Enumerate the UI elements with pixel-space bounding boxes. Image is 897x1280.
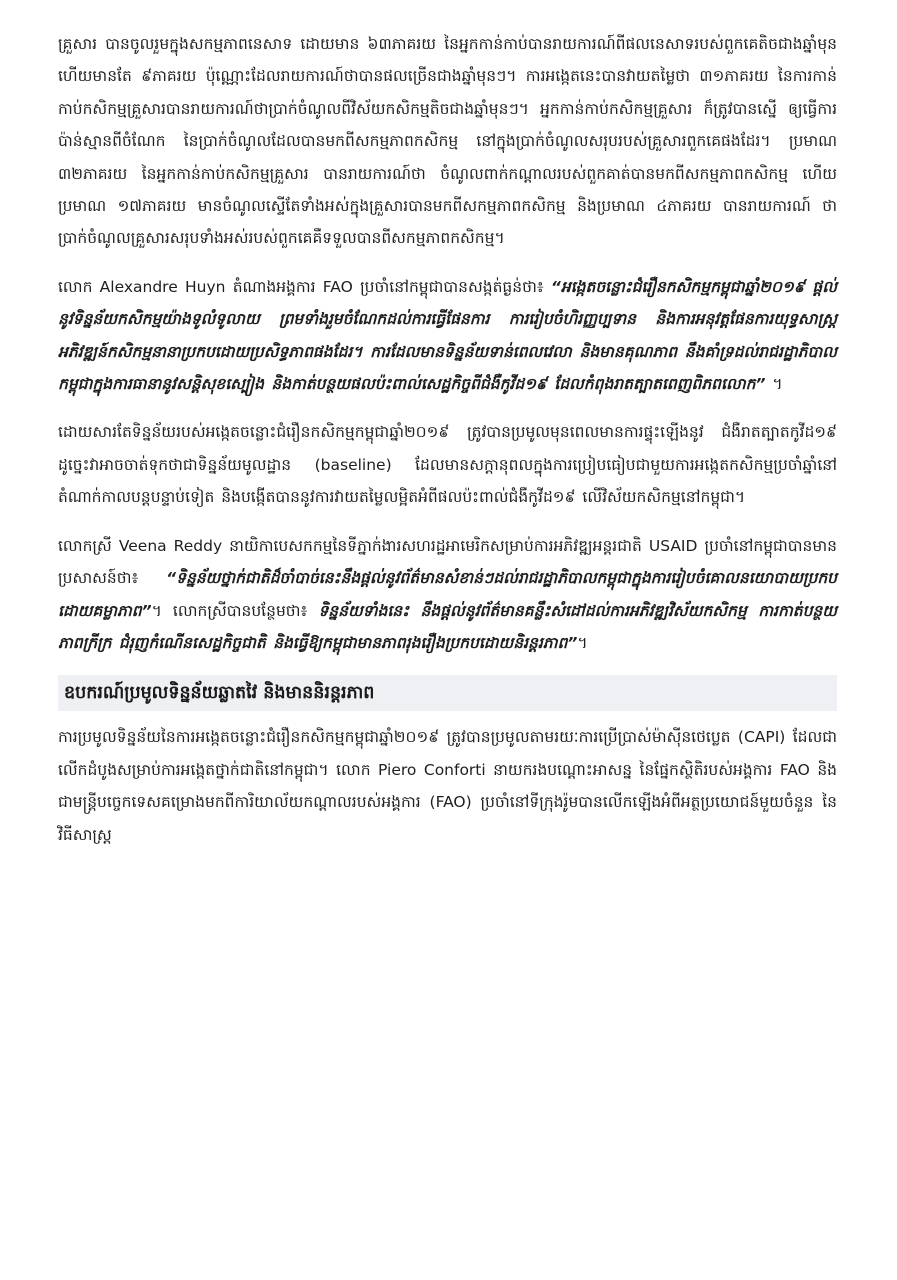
paragraph-household-fishing: គ្រួសារ បានចូលរួមក្នុងសកម្មភាពនេសាទ ដោយមាន ៦៣ភាគរយ នៃអ្នកកាន់កាប់បានរាយការណ៍ពីផលនេសាទរបស់ពួកគេតិចជាងឆ្នាំមុន ហើយមានតែ ៩ភាគរយ ប៉ុណ្ណោះដែលរាយការណ៍ថាបានផលច្រើនជាងឆ្នាំមុនៗ។ ការអង្កេតនេះបានវាយតម្លៃថា ៣១ភាគរយ នៃការកាន់កាប់កសិកម្មគ្រួសារបានរាយការណ៍ថាប្រាក់ចំណូលពីវិស័យកសិកម្មតិចជាងឆ្នាំមុនៗ។ អ្នកកាន់កាប់កសិកម្មគ្រួសារ ក៏ត្រូវបានស្នើ ឲ្យធ្វើការប៉ាន់ស្មានពីចំណែក នៃប្រាក់ចំណូលដែលបានមកពីសកម្មភាពកសិកម្ម នៅក្នុងប្រាក់ចំណូលសរុបរបស់គ្រួសារពួកគេផងដែរ។ ប្រមាណ ៣២ភាគរយ នៃអ្នកកាន់កាប់កសិកម្មគ្រួសារ បានរាយការណ៍ថា ចំណូលពាក់កណ្ដាលរបស់ពួកគាត់បានមកពីសកម្មភាពកសិកម្ម ហើយប្រមាណ ១៧ភាគរយ មានចំណូលស្ទើតែទាំងអស់ក្នុងគ្រួសារបានមកពីសកម្មភាពកសិកម្ម និងប្រមាណ ៤ភាគរយ បានរាយការណ៍ ថាប្រាក់ចំណូលគ្រួសារសរុបទាំងអស់របស់ពួកគេគឺទទួលបានពីសកម្មភាពកសិកម្ម។ [58, 35, 837, 248]
usaid-quote-1: “ទិន្នន័យថ្នាក់ជាតិដ៏ចាំបាច់នេះនឹងផ្ដល់នូវព័ត៌មានសំខាន់ៗដល់រាជរដ្ឋាភិបាលកម្ពុជាក្នុងការរៀបចំគោលនយោបាយប្រកបដោយគម្លាភាព” [58, 569, 837, 620]
statement-end: ។ [577, 633, 588, 652]
statement-middle: ។ លោកស្រីបានបន្ថែមថា៖ [151, 601, 319, 620]
fao-quote: “អង្កេតចន្លោះជំរឿនកសិកម្មកម្ពុជាឆ្នាំ២០១៩ ផ្ដល់នូវទិន្នន័យកសិកម្មយ៉ាងទូលំទូលាយ ព្រមទាំងរួមចំណែកដល់ការធ្វើផែនការ ការរៀបចំហិរញ្ញប្បទាន និងការអនុវត្តផែនការយុទ្ធសាស្ត្រអភិវឌ្ឍន៍កសិកម្មនានាប្រកបដោយប្រសិទ្ធភាពផងដែរ។ ការដែលមានទិន្នន័យទាន់ពេលវេលា និងមានគុណភាព នឹងគាំទ្រដល់រាជរដ្ឋាភិបាលកម្ពុជាក្នុងការធានានូវសន្តិសុខស្បៀង និងកាត់បន្ថយផលប៉ះពាល់សេដ្ឋកិច្ចពីជំងឺកូវីដ១៩ ដែលកំពុងរាតត្បាតពេញពិភពលោក” [58, 277, 837, 394]
paragraph-baseline: ដោយសារតែទិន្នន័យរបស់អង្កេតចន្លោះជំរឿនកសិកម្មកម្ពុជាឆ្នាំ២០១៩ ត្រូវបានប្រមូលមុនពេលមានការផ្ទុះឡើងនូវ ជំងឺរាតត្បាតកូវីដ១៩ ដូច្នេះវាអាចចាត់ទុកថាជាទិន្នន័យមូលដ្ឋាន (baseline) ដែលមានសក្ដានុពលក្នុងការប្រៀបធៀបជាមួយការអង្កេតកសិកម្មប្រចាំឆ្នាំនៅតំណាក់កាលបន្តបន្ទាប់ទៀត និងបង្កើតបាននូវការវាយតម្លៃលម្អិតអំពីផលប៉ះពាល់ជំងឺកូវីដ១៩ លើវិស័យកសិកម្មនៅកម្ពុជា។ [58, 423, 837, 507]
statement-intro: លោកស្រី Veena Reddy នាយិកាបេសកកម្មនៃទីភ្នាក់ងារសហរដ្ឋអាមេរិកសម្រាប់ការអភិវឌ្ឍអន្តរជាតិ USAID ប្រចាំនៅកម្ពុជាបានមានប្រសាសន៍ថា៖ [58, 536, 837, 588]
usaid-quote-2: ទិន្នន័យទាំងនេះ នឹងផ្ដល់នូវព័ត៌មានគន្លឹះសំដៅដល់ការអភិវឌ្ឍវិស័យកសិកម្ម ការកាត់បន្ថយភាពក្រីក្រ ជំរុញកំណើនសេដ្ឋកិច្ចជាតិ និងធ្វើឱ្យកម្ពុជាមានភាពរុងរឿងប្រកបដោយនិរន្តរភាព” [58, 601, 837, 652]
paragraph-fao-statement [58, 271, 837, 401]
section-heading: ឧបករណ៍ប្រមូលទិន្នន័យឆ្លាតវៃ និងមាននិរន្តរភាព [58, 675, 837, 711]
paragraph-usaid-statement [58, 530, 837, 660]
statement-intro: លោក Alexandre Huyn តំណាងអង្គការ FAO ប្រចាំនៅកម្ពុជាបានសង្កត់ធ្ងន់ថា៖ [58, 277, 551, 296]
statement-end: ។ [765, 375, 783, 394]
paragraph-capi: ការប្រមូលទិន្នន័យនៃការអង្កេតចន្លោះជំរឿនកសិកម្មកម្ពុជាឆ្នាំ២០១៩ ត្រូវបានប្រមូលតាមរយៈការប្រើប្រាស់ម៉ាស៊ីនថេប្លេត (CAPI) ដែលជាលើកដំបូងសម្រាប់ការអង្កេតថ្នាក់ជាតិនៅកម្ពុជា។ លោក Piero Conforti នាយករងបណ្ដោះអាសន្ន នៃផ្នែកស្ថិតិរបស់អង្គការ FAO និងជាមន្ត្រីបច្ចេកទេសគម្រោងមកពីការិយាល័យកណ្ដាលរបស់អង្គការ (FAO) ប្រចាំនៅទីក្រុងរ៉ូមបានលើកឡើងអំពីអត្ថប្រយោជន៍មួយចំនួន នៃវិធីសាស្ត្រ [58, 728, 837, 844]
